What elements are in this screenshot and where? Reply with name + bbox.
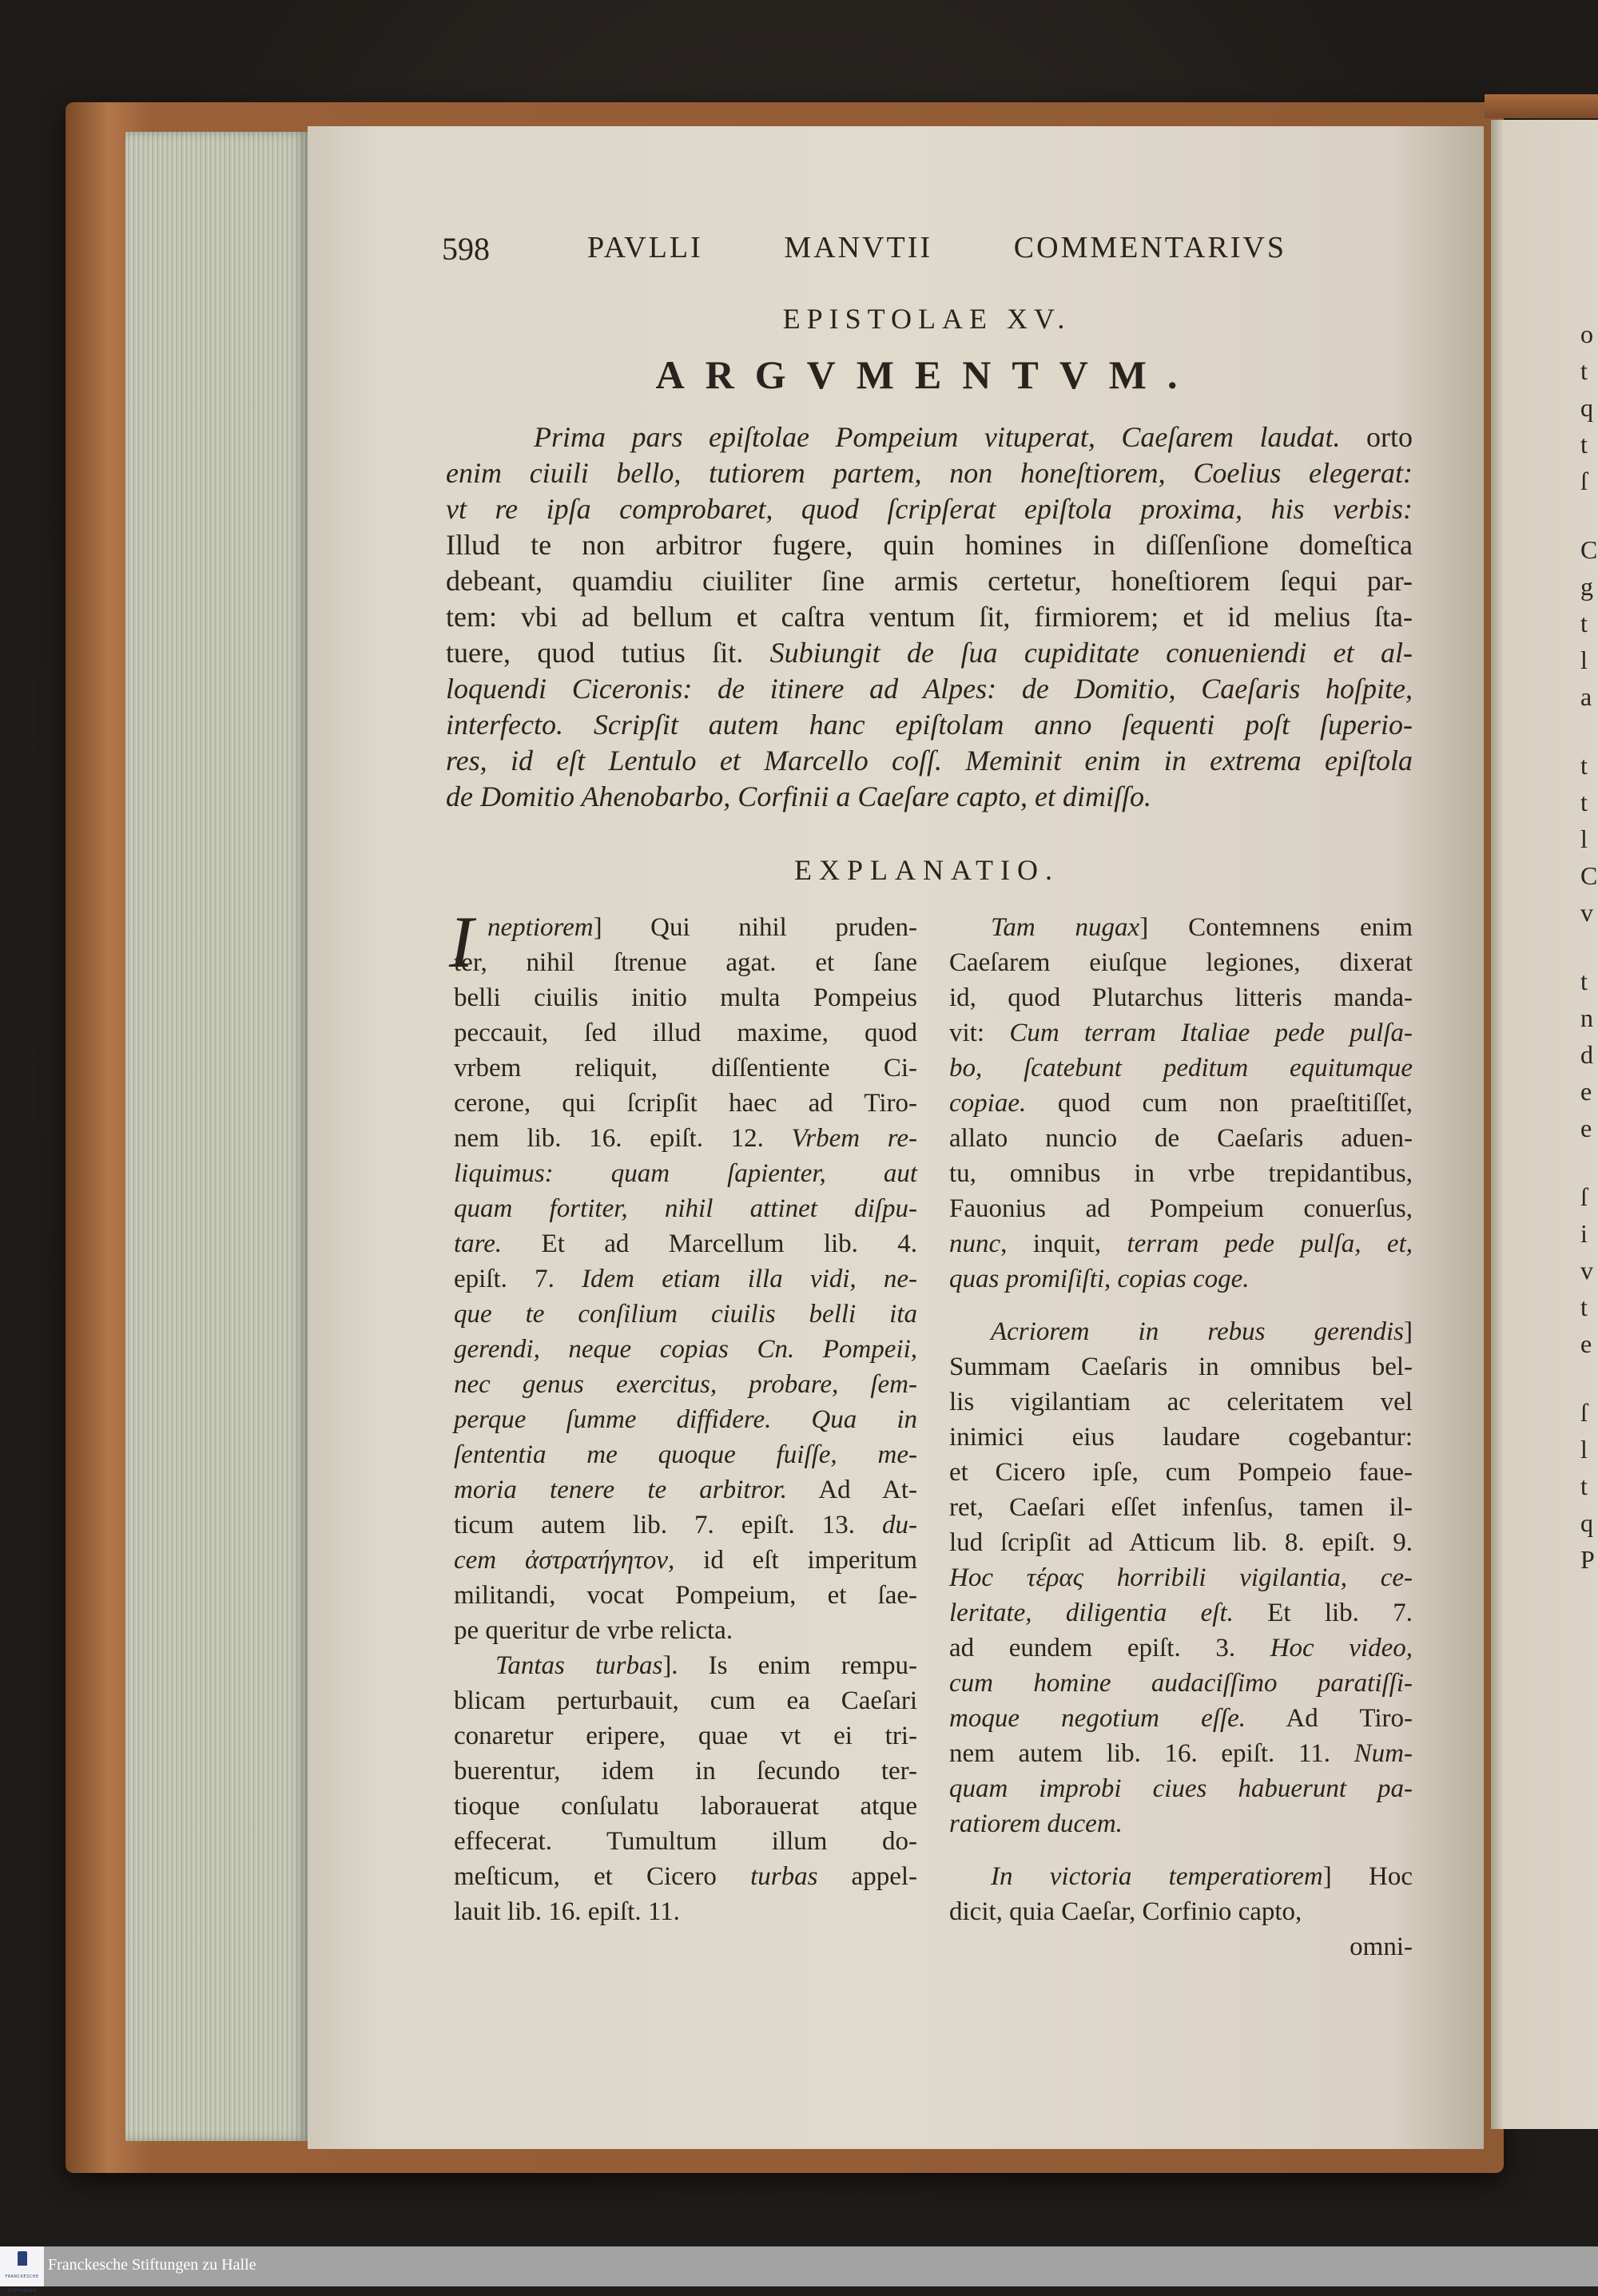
facing-page-letter: n xyxy=(1580,1003,1593,1032)
logo-icon xyxy=(18,2251,27,2266)
facing-page-letter: t xyxy=(1580,788,1588,816)
text-line xyxy=(949,1191,1413,1226)
text-line xyxy=(454,1297,917,1332)
roman-text: Et lib. 7. xyxy=(1233,1599,1413,1627)
italic-text: moque negotium eſſe. xyxy=(949,1704,1246,1733)
facing-page xyxy=(1491,120,1598,2129)
italic-text: vt re ipſa comprobaret, quod ſcripſerat epiſtola proxima, his verbis: xyxy=(446,493,1413,525)
text-line xyxy=(454,1051,917,1086)
italic-text: Hoc video, xyxy=(1270,1634,1413,1662)
italic-text: nec genus exercitus, probare, ſem- xyxy=(454,1370,917,1399)
facing-page-letter: q xyxy=(1580,393,1593,422)
facing-page-letter: t xyxy=(1580,967,1588,995)
paragraph xyxy=(949,1859,1413,1929)
right-column xyxy=(949,910,1413,1964)
text-line xyxy=(454,1718,917,1754)
italic-text: du- xyxy=(882,1511,917,1539)
paragraph xyxy=(949,910,1413,1297)
italic-text: enim ciuili bello, tutiorem partem, non honeſtiorem, Coelius elegerat: xyxy=(446,457,1413,489)
roman-text: Caeſarem eiuſque legiones, dixerat xyxy=(949,948,1413,977)
text-line xyxy=(949,1261,1413,1297)
roman-text: tu, omnibus in vrbe trepidantibus, xyxy=(949,1159,1413,1188)
roman-text: ]. Is enim rempu- xyxy=(662,1651,918,1680)
italic-text: Vrbem re- xyxy=(791,1124,917,1153)
text-line xyxy=(454,1261,917,1297)
text-line xyxy=(446,743,1413,779)
italic-text: Prima pars epiſtolae Pompeium vituperat, Caeſarem laudat. xyxy=(534,421,1341,453)
italic-text: copiae. xyxy=(949,1089,1027,1118)
facing-page-letter: l xyxy=(1580,824,1588,853)
text-line xyxy=(949,1156,1413,1191)
text-line xyxy=(949,1490,1413,1525)
logo-text: FRANCKESCHE STIFTUNGEN xyxy=(5,2274,39,2294)
text-line xyxy=(454,1156,917,1191)
facing-page-letter: t xyxy=(1580,751,1588,780)
facing-page-letter: t xyxy=(1580,1293,1588,1321)
italic-text: liquimus: quam ſapienter, aut xyxy=(454,1159,917,1188)
facing-page-letter: g xyxy=(1580,572,1593,601)
institution-name: Franckesche Stiftungen zu Halle xyxy=(48,2256,256,2274)
text-line xyxy=(949,1226,1413,1261)
facing-page-letter: v xyxy=(1580,1256,1593,1285)
roman-text: lis vigilantiam ac celeritatem vel xyxy=(949,1388,1413,1416)
text-line xyxy=(454,1648,917,1683)
facing-page-letter: v xyxy=(1580,898,1593,927)
facing-page-letter: P xyxy=(1580,1545,1595,1574)
italic-text: neptiorem xyxy=(487,913,594,942)
roman-text: inimici eius laudare cogebantur: xyxy=(949,1423,1413,1452)
text-line xyxy=(454,1402,917,1437)
facing-page-letter: ſ xyxy=(1580,1182,1588,1211)
text-line xyxy=(949,1051,1413,1086)
text-line xyxy=(454,1472,917,1507)
roman-text: ticum autem lib. 7. epiſt. 13. xyxy=(454,1511,882,1539)
roman-text: pe queritur de vrbe relicta. xyxy=(454,1616,733,1645)
text-line xyxy=(949,1595,1413,1631)
text-line xyxy=(454,945,917,980)
text-line xyxy=(446,419,1413,455)
text-line xyxy=(949,910,1413,945)
text-line xyxy=(446,563,1413,599)
italic-text: Acriorem in rebus gerendis xyxy=(991,1317,1404,1346)
roman-text: orto xyxy=(1340,421,1413,453)
italic-text: res, id eſt Lentulo et Marcello coſſ. Meminit enim in extrema epiſtola xyxy=(446,745,1413,777)
roman-text: Illud te non arbitror fugere, quin homines in diſſenſione domeſtica xyxy=(446,529,1413,561)
paragraph xyxy=(949,1314,1413,1841)
italic-text: tare. xyxy=(454,1229,503,1258)
text-line xyxy=(446,527,1413,563)
roman-text: Ad Tiro- xyxy=(1246,1704,1413,1733)
roman-text: id eſt imperitum xyxy=(674,1546,917,1575)
text-line xyxy=(454,1437,917,1472)
text-line xyxy=(949,1631,1413,1666)
text-line xyxy=(454,1859,917,1894)
text-line xyxy=(454,1191,917,1226)
facing-page-letter: t xyxy=(1580,609,1588,638)
italic-text: Idem etiam illa vidi, ne- xyxy=(582,1265,917,1293)
text-line xyxy=(949,1666,1413,1701)
footer-bar xyxy=(0,2246,1598,2294)
text-line xyxy=(446,707,1413,743)
roman-text: Ad At- xyxy=(787,1476,917,1504)
italic-text: cem ἀστρατήγητον, xyxy=(454,1546,675,1575)
facing-page-letter: d xyxy=(1580,1040,1593,1069)
italic-text: Tam nugax xyxy=(991,913,1140,942)
explanatio-title: EXPLANATIO. xyxy=(794,854,1059,886)
facing-page-letter: a xyxy=(1580,682,1592,711)
italic-text: Hoc τέρας horribili vigilantia, ce- xyxy=(949,1563,1413,1592)
roman-text: meſticum, et Cicero xyxy=(454,1862,751,1891)
italic-text: perque ſumme diffidere. Qua in xyxy=(454,1405,917,1434)
facing-page-letter: l xyxy=(1580,646,1588,674)
italic-text: leritate, diligentia eſt. xyxy=(949,1599,1234,1627)
text-line xyxy=(949,1736,1413,1771)
text-line xyxy=(454,1507,917,1543)
paragraph xyxy=(446,419,1413,815)
italic-text: moria tenere te arbitror. xyxy=(454,1476,788,1504)
roman-text: debeant, quamdiu ciuiliter ſine armis certetur, honeſtiorem ſequi par- xyxy=(446,565,1413,597)
roman-text: quod cum non praeſtitiſſet, xyxy=(1026,1089,1413,1118)
roman-text: tioque conſulatu laborauerat atque xyxy=(454,1792,917,1821)
facing-page-letter: ſ xyxy=(1580,1398,1588,1427)
text-line xyxy=(454,1121,917,1156)
italic-text: de Domitio Ahenobarbo, Corfinii a Caeſare capto, et dimiſſo. xyxy=(446,781,1151,812)
section-title: EPISTOLAE XV. xyxy=(782,303,1071,335)
roman-text: Summam Caeſaris in omnibus bel- xyxy=(949,1353,1413,1381)
roman-text: peccauit, ſed illud maxime, quod xyxy=(454,1019,917,1047)
text-line xyxy=(454,1578,917,1613)
text-line xyxy=(454,910,917,945)
argumentum-text xyxy=(446,419,1413,815)
italic-text: ſententia me quoque fuiſſe, me- xyxy=(454,1440,917,1469)
paragraph xyxy=(449,901,917,1648)
italic-text: quam improbi ciues habuerunt pa- xyxy=(949,1774,1413,1803)
text-line xyxy=(454,1015,917,1051)
roman-text: effecerat. Tumultum illum do- xyxy=(454,1827,917,1856)
facing-page-letter: e xyxy=(1580,1114,1592,1142)
text-line xyxy=(446,455,1413,491)
text-line xyxy=(949,1384,1413,1420)
facing-page-letter: C xyxy=(1580,861,1598,890)
drop-cap: I xyxy=(449,901,474,983)
roman-text: belli ciuilis initio multa Pompeius xyxy=(454,983,917,1012)
institution-logo xyxy=(0,2246,44,2294)
text-line xyxy=(446,635,1413,671)
facing-page-letter: C xyxy=(1580,535,1598,564)
facing-page-letter: i xyxy=(1580,1219,1588,1248)
roman-text: buerentur, idem in ſecundo ter- xyxy=(454,1757,917,1786)
roman-text: ] Qui nihil pruden- xyxy=(593,913,917,942)
facing-page-letter: e xyxy=(1580,1077,1592,1106)
italic-text: turbas xyxy=(750,1862,818,1891)
roman-text: et Cicero ipſe, cum Pompeio faue- xyxy=(949,1458,1413,1487)
text-line xyxy=(454,1086,917,1121)
text-line xyxy=(949,1015,1413,1051)
italic-text: gerendi, neque copias Cn. Pompeii, xyxy=(454,1335,917,1364)
roman-text: ret, Caeſari eſſet infenſus, tamen il- xyxy=(949,1493,1413,1522)
italic-text: bo, ſcatebunt peditum equitumque xyxy=(949,1054,1413,1082)
roman-text: appel- xyxy=(817,1862,918,1891)
facing-page-letter: q xyxy=(1580,1508,1593,1537)
argumentum-title: ARGVMENTVM. xyxy=(655,352,1198,397)
text-line xyxy=(454,1683,917,1718)
text-line xyxy=(949,980,1413,1015)
facing-page-letter: t xyxy=(1580,356,1588,385)
italic-text: cum homine audaciſſimo paratiſſi- xyxy=(949,1669,1413,1698)
roman-text: id, quod Plutarchus litteris manda- xyxy=(949,983,1413,1012)
italic-text: Subiungit de ſua cupiditate conueniendi et al- xyxy=(769,637,1413,669)
facing-page-letter: t xyxy=(1580,1472,1588,1500)
facing-page-letter: t xyxy=(1580,430,1588,459)
paragraph xyxy=(454,1648,917,1929)
text-line xyxy=(454,980,917,1015)
facing-page-letter: e xyxy=(1580,1329,1592,1358)
text-line xyxy=(454,1824,917,1859)
text-line xyxy=(949,1349,1413,1384)
text-line xyxy=(949,1121,1413,1156)
text-line xyxy=(454,1226,917,1261)
italic-text: In victoria temperatiorem xyxy=(991,1862,1323,1891)
text-line xyxy=(949,1525,1413,1560)
left-column xyxy=(449,901,918,1929)
italic-text: interfecto. Scripſit autem hanc epiſtolam anno ſequenti poſt ſuperio- xyxy=(446,709,1413,741)
italic-text: terram pede pulſa, et, xyxy=(1127,1229,1413,1258)
text-line xyxy=(949,945,1413,980)
roman-text: nem autem lib. 16. epiſt. 11. xyxy=(949,1739,1354,1768)
roman-text: militandi, vocat Pompeium, et ſae- xyxy=(454,1581,917,1610)
italic-text: quas promiſiſti, copias coge. xyxy=(949,1265,1250,1293)
text-line xyxy=(454,1754,917,1789)
roman-text: , inquit, xyxy=(1000,1229,1127,1258)
text-line xyxy=(454,1894,917,1929)
facing-page-letter: o xyxy=(1580,320,1593,348)
text-line xyxy=(949,1701,1413,1736)
roman-text: ad eundem epiſt. 3. xyxy=(949,1634,1270,1662)
roman-text: dicit, quia Caeſar, Corfinio capto, xyxy=(949,1897,1302,1926)
book-cover-right xyxy=(1485,94,1598,118)
roman-text: ] Hoc xyxy=(1322,1862,1413,1891)
text-line xyxy=(454,1332,917,1367)
italic-text: loquendi Ciceronis: de itinere ad Alpes: de Domitio, Caeſaris hoſpite, xyxy=(446,673,1413,705)
text-line xyxy=(949,1859,1413,1894)
text-line xyxy=(949,1806,1413,1841)
roman-text: allato nuncio de Caeſaris aduen- xyxy=(949,1124,1413,1153)
roman-text: tuere, quod tutius ſit. xyxy=(446,637,770,669)
italic-text: Cum terram Italiae pede pulſa- xyxy=(1009,1019,1413,1047)
roman-text: ter, nihil ſtrenue agat. et ſane xyxy=(454,948,917,977)
italic-text: ratiorem ducem. xyxy=(949,1809,1123,1838)
text-line xyxy=(446,599,1413,635)
italic-text: que te conſilium ciuilis belli ita xyxy=(454,1300,917,1329)
roman-text: vrbem reliquit, diſſentiente Ci- xyxy=(454,1054,917,1082)
roman-text: conaretur eripere, quae vt ei tri- xyxy=(454,1722,917,1750)
italic-text: quam fortiter, nihil attinet diſpu- xyxy=(454,1194,917,1223)
text-line xyxy=(454,1613,917,1648)
text-line xyxy=(949,1086,1413,1121)
text-line xyxy=(454,1367,917,1402)
roman-text: blicam perturbauit, cum ea Caeſari xyxy=(454,1686,917,1715)
roman-text: lauit lib. 16. epiſt. 11. xyxy=(454,1897,680,1926)
roman-text: Et ad Marcellum lib. 4. xyxy=(502,1229,917,1258)
text-line xyxy=(446,779,1413,815)
text-line xyxy=(446,491,1413,527)
roman-text: nem lib. 16. epiſt. 12. xyxy=(454,1124,792,1153)
text-line xyxy=(949,1894,1413,1929)
italic-text: Tantas turbas xyxy=(495,1651,663,1680)
italic-text: Num- xyxy=(1354,1739,1413,1768)
roman-text: vit: xyxy=(949,1019,1010,1047)
page-edges xyxy=(125,132,308,2141)
text-line xyxy=(949,1314,1413,1349)
roman-text: ] xyxy=(1404,1317,1413,1346)
catchword: omni- xyxy=(1350,1933,1413,1961)
text-line xyxy=(454,1543,917,1578)
roman-text: cerone, qui ſcripſit haec ad Tiro- xyxy=(454,1089,917,1118)
facing-page-letter: l xyxy=(1580,1435,1588,1464)
text-line xyxy=(446,671,1413,707)
italic-text: nunc xyxy=(949,1229,1001,1258)
roman-text: lud ſcripſit ad Atticum lib. 8. epiſt. 9. xyxy=(949,1528,1413,1557)
text-line xyxy=(949,1420,1413,1455)
roman-text: ] Contemnens enim xyxy=(1139,913,1413,942)
roman-text: epiſt. 7. xyxy=(454,1265,582,1293)
page-number: 598 xyxy=(442,231,490,267)
text-line xyxy=(949,1455,1413,1490)
facing-page-letter: ſ xyxy=(1580,467,1588,495)
running-title: PAVLLI MANVTII COMMENTARIVS xyxy=(587,231,1286,264)
roman-text: Fauonius ad Pompeium conuerſus, xyxy=(949,1194,1413,1223)
text-line xyxy=(949,1560,1413,1595)
roman-text: tem: vbi ad bellum et caſtra ventum ſit, firmiorem; et id melius ſta- xyxy=(446,601,1413,633)
text-line xyxy=(949,1771,1413,1806)
text-line xyxy=(454,1789,917,1824)
